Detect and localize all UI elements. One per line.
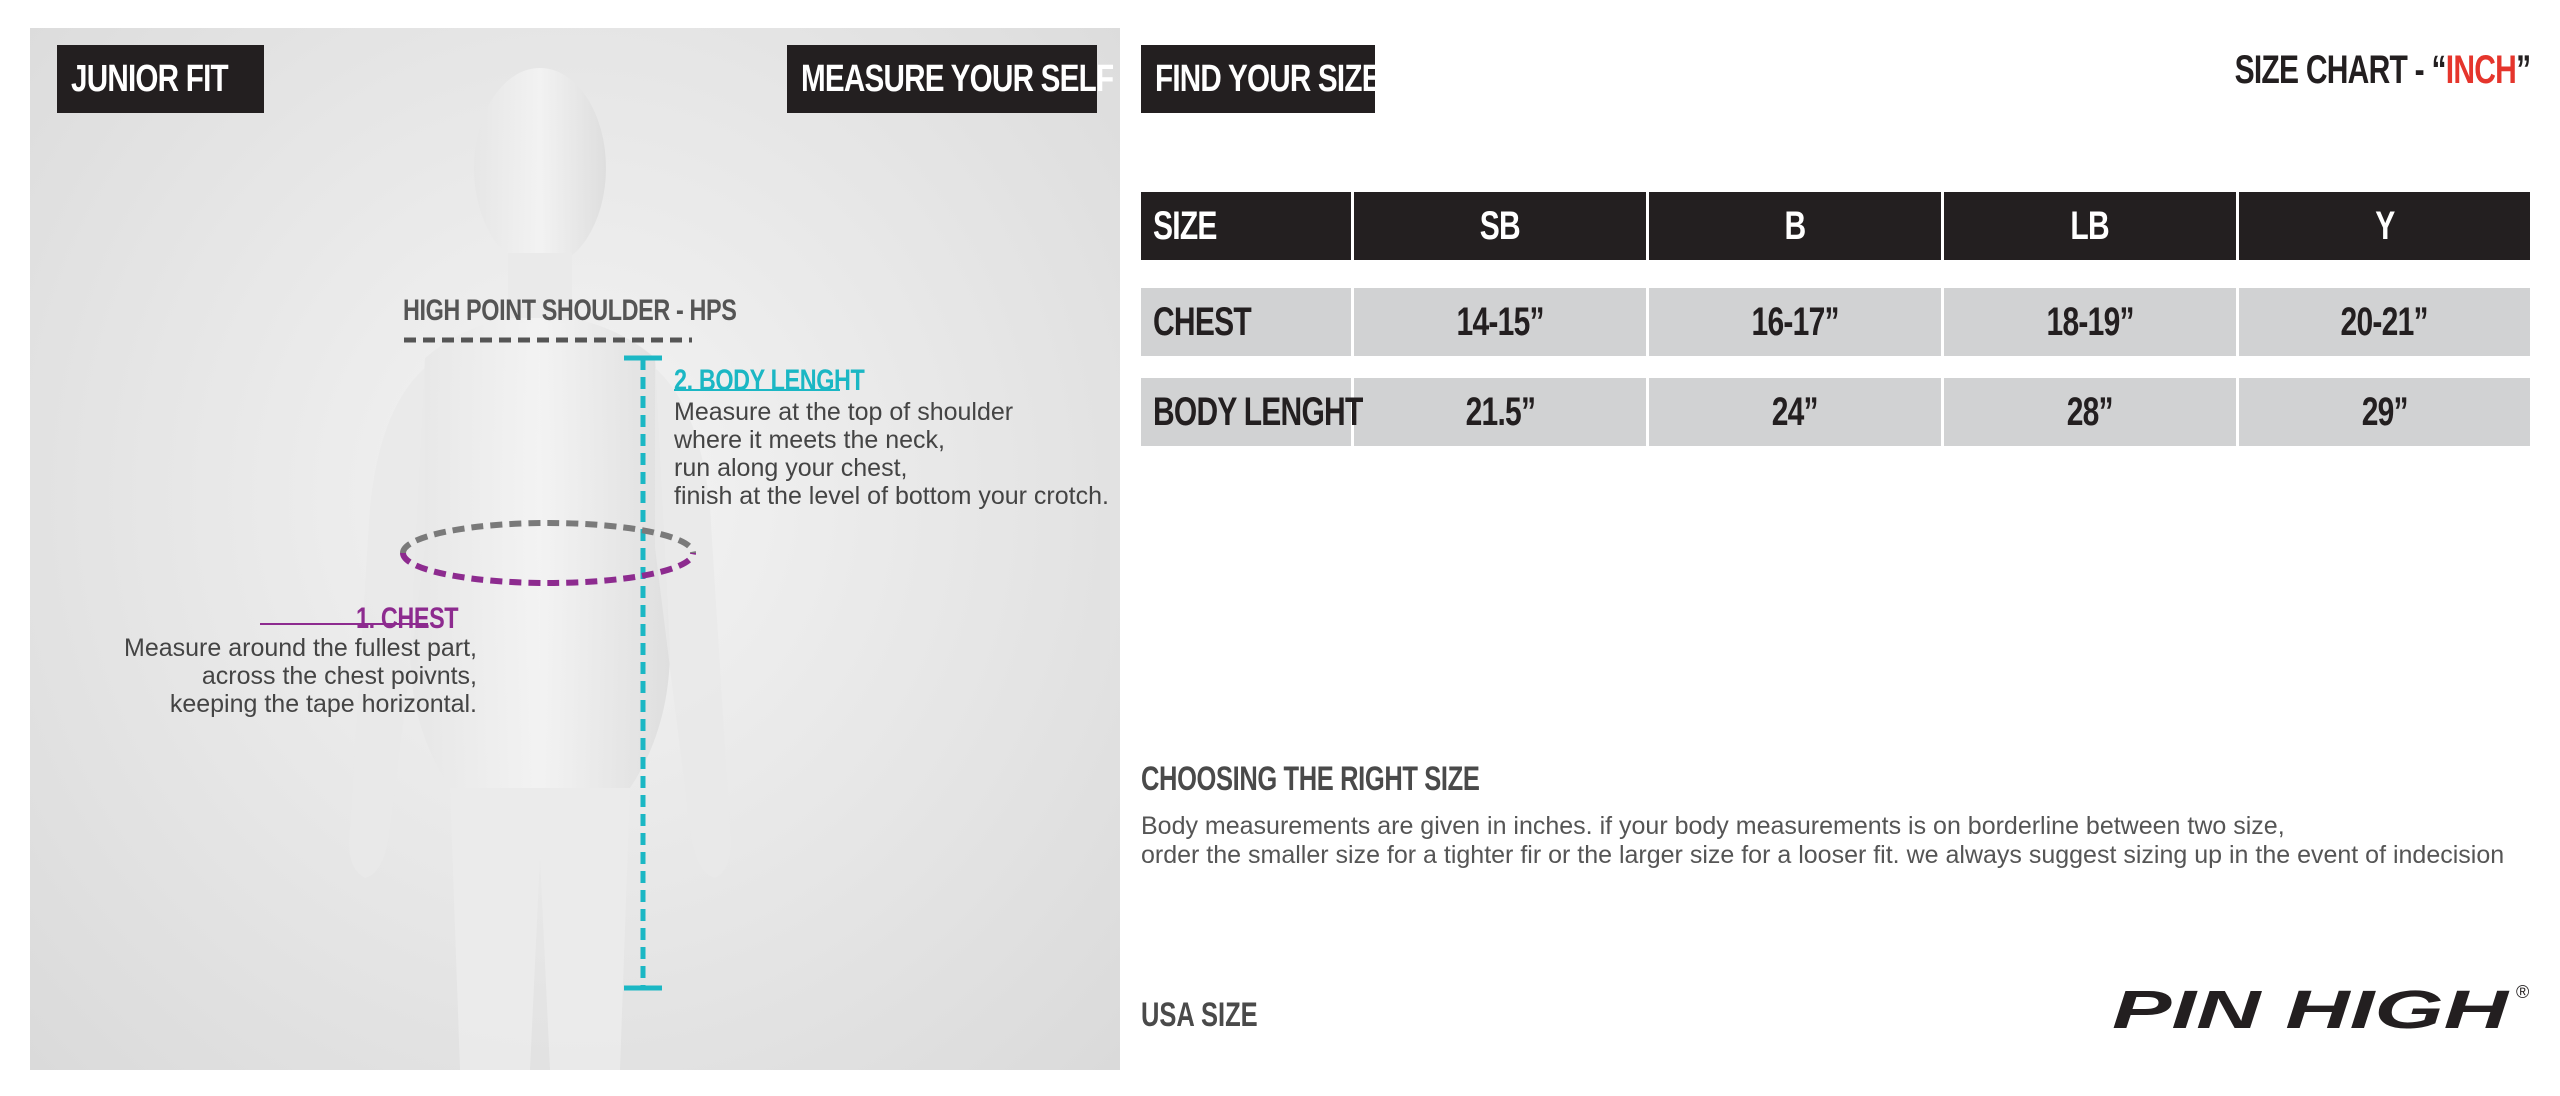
size-chart-unit: INCH [2445,48,2516,92]
junior-fit-label [57,45,264,113]
table-cell: 24” [1649,378,1944,446]
body-length-label: 2. BODY LENGHT [674,364,865,397]
logo-text: PIN HIGH [2112,980,2510,1038]
table-cell: 20-21” [2239,288,2530,356]
table-cell: 21.5” [1354,378,1649,446]
size-chart-title [2234,48,2530,93]
row-label-cell: BODY LENGHT [1141,378,1354,446]
row-label-cell: CHEST [1141,288,1354,356]
choosing-line-2: order the smaller size for a tighter fir or the larger size for a looser fit. we always suggest sizing up in the event of indecision [1141,841,2505,869]
hps-label: HIGH POINT SHOULDER - HPS [403,294,737,327]
table-row [1141,288,2530,356]
chest-line-2: across the chest poivnts, [201,662,477,690]
table-cell: 18-19” [1944,288,2239,356]
header-cell: Y [2239,192,2530,260]
choosing-size-title: CHOOSING THE RIGHT SIZE [1141,760,1480,798]
choosing-line-1: Body measurements are given in inches. if your body measurements is on borderline between two size, [1141,812,2285,840]
body-length-line-4: finish at the level of bottom your crotch. [674,482,1109,510]
table-cell: 16-17” [1649,288,1944,356]
header-cell: SB [1354,192,1649,260]
find-your-size-text: FIND YOUR SIZE [1155,57,1381,100]
body-length-line-2: where it meets the neck, [674,426,945,454]
table-row [1141,378,2530,446]
logo-registered-mark: ® [2516,982,2530,1002]
table-cell: 29” [2239,378,2530,446]
body-length-line-3: run along your chest, [674,454,908,482]
chest-line-1: Measure around the fullest part, [124,634,477,662]
header-cell: LB [1944,192,2239,260]
chest-line-3: keeping the tape horizontal. [169,690,477,718]
mannequin-figure-icon [30,28,1120,1070]
chest-description [124,634,477,718]
table-cell: 14-15” [1354,288,1649,356]
body-length-description [674,398,1109,510]
table-header-row [1141,192,2530,260]
measure-yourself-text: MEASURE YOUR SELF [801,57,1114,100]
header-cell: B [1649,192,1944,260]
junior-fit-text: JUNIOR FIT [71,57,228,100]
measure-yourself-label [787,45,1114,113]
size-chart-suffix: ” [2515,48,2530,92]
size-chart-prefix: SIZE CHART - “ [2234,48,2446,92]
choosing-size-text [1141,812,2504,870]
measurement-panel [30,28,1120,1070]
chest-label: 1. CHEST [355,602,458,635]
usa-size-label: USA SIZE [1141,996,1258,1034]
table-cell: 28” [1944,378,2239,446]
find-your-size-label [1141,45,1381,113]
header-cell: SIZE [1141,192,1354,260]
pin-high-logo-icon [2108,978,2538,1038]
body-length-line-1: Measure at the top of shoulder [674,398,1014,426]
